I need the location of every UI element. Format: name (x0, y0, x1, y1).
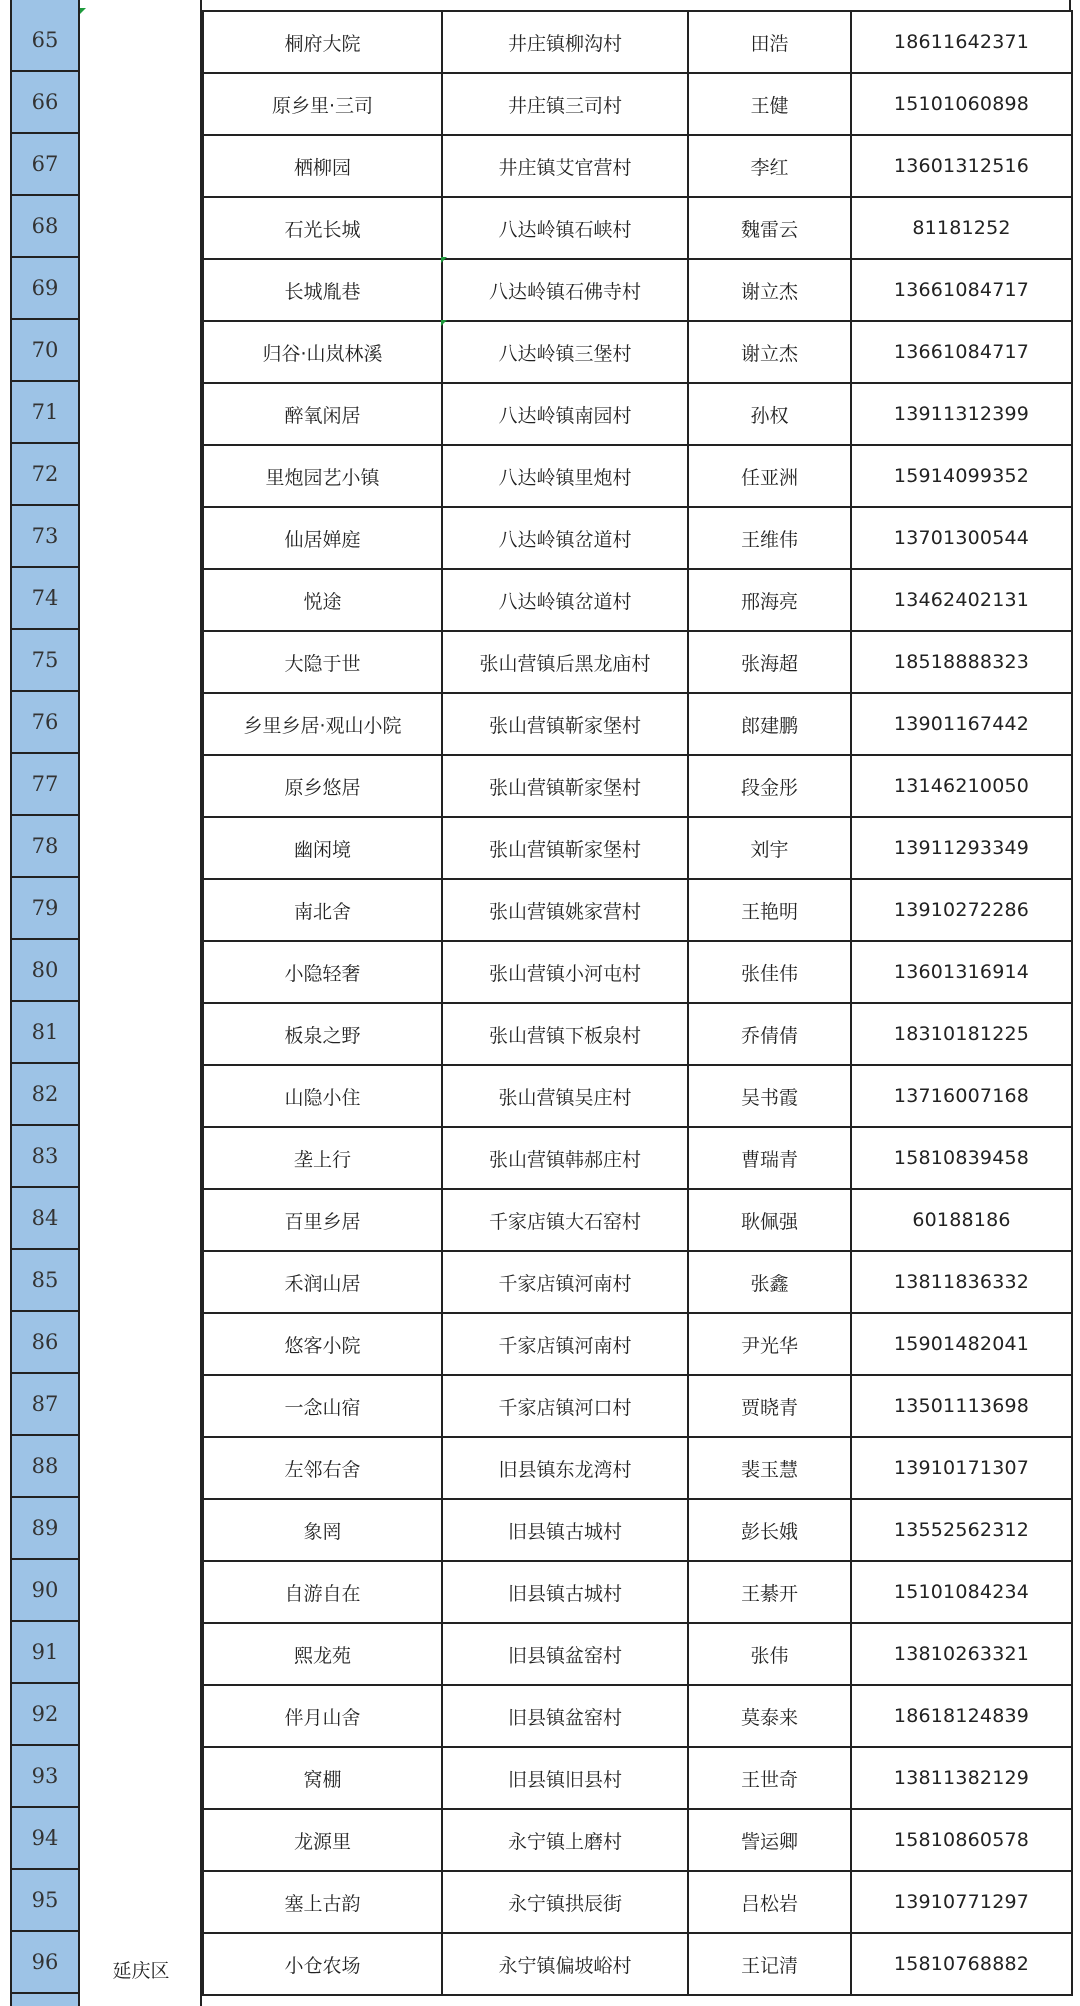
contact-person-cell[interactable]: 王健 (688, 73, 851, 135)
table-row (203, 879, 1072, 941)
table-row (203, 1499, 1072, 1561)
phone-cell[interactable]: 18611642371 (851, 11, 1072, 73)
phone-cell[interactable]: 13716007168 (851, 1065, 1072, 1127)
row-number[interactable]: 73 (10, 506, 80, 568)
table-row (203, 1623, 1072, 1685)
comment-marker-icon (441, 257, 447, 263)
row-number[interactable]: 88 (10, 1436, 80, 1498)
row-number[interactable]: 85 (10, 1250, 80, 1312)
row-number[interactable]: 79 (10, 878, 80, 940)
phone-cell[interactable]: 15810839458 (851, 1127, 1072, 1189)
phone-cell[interactable]: 13811836332 (851, 1251, 1072, 1313)
address-cell[interactable]: 井庄镇三司村 (442, 73, 688, 135)
row-number[interactable]: 91 (10, 1622, 80, 1684)
address-cell[interactable]: 张山营镇小河屯村 (442, 941, 688, 1003)
phone-cell[interactable]: 13901167442 (851, 693, 1072, 755)
contact-person-cell[interactable]: 郎建鹏 (688, 693, 851, 755)
table-row (203, 1003, 1072, 1065)
homestay-name-cell[interactable]: 长城胤巷 (203, 259, 442, 321)
table-row (203, 1251, 1072, 1313)
row-number[interactable]: 71 (10, 382, 80, 444)
contact-person-cell[interactable]: 王记清 (688, 1933, 851, 1995)
phone-cell[interactable]: 15810768882 (851, 1933, 1072, 1995)
table-row (203, 321, 1072, 383)
contact-person-cell[interactable]: 张伟 (688, 1623, 851, 1685)
phone-cell[interactable]: 13601316914 (851, 941, 1072, 1003)
phone-cell[interactable]: 13146210050 (851, 755, 1072, 817)
row-number[interactable]: 69 (10, 258, 80, 320)
address-cell[interactable]: 旧县镇旧县村 (442, 1747, 688, 1809)
address-cell[interactable]: 八达岭镇岔道村 (442, 569, 688, 631)
homestay-name-cell[interactable]: 龙源里 (203, 1809, 442, 1871)
address-cell[interactable]: 旧县镇东龙湾村 (442, 1437, 688, 1499)
phone-cell[interactable]: 18310181225 (851, 1003, 1072, 1065)
comment-marker-icon (80, 8, 86, 14)
contact-person-cell[interactable]: 谢立杰 (688, 259, 851, 321)
table-row (203, 941, 1072, 1003)
table-row (203, 445, 1072, 507)
table-row (203, 383, 1072, 445)
row-number[interactable]: 74 (10, 568, 80, 630)
phone-cell[interactable]: 13462402131 (851, 569, 1072, 631)
row-number[interactable]: 65 (10, 10, 80, 72)
table-body (203, 11, 1072, 1995)
contact-person-cell[interactable]: 莫泰来 (688, 1685, 851, 1747)
row-number[interactable]: 93 (10, 1746, 80, 1808)
table-row (203, 1747, 1072, 1809)
contact-person-cell[interactable]: 耿佩强 (688, 1189, 851, 1251)
homestay-name-cell[interactable]: 仙居婵庭 (203, 507, 442, 569)
row-number[interactable]: 95 (10, 1870, 80, 1932)
row-number[interactable]: 77 (10, 754, 80, 816)
address-cell[interactable]: 旧县镇盆窑村 (442, 1685, 688, 1747)
row-number[interactable]: 87 (10, 1374, 80, 1436)
row-number[interactable]: 90 (10, 1560, 80, 1622)
row-number[interactable]: 76 (10, 692, 80, 754)
contact-person-cell[interactable]: 谢立杰 (688, 321, 851, 383)
homestay-name-cell[interactable]: 山隐小住 (203, 1065, 442, 1127)
contact-person-cell[interactable]: 田浩 (688, 11, 851, 73)
address-cell[interactable]: 张山营镇韩郝庄村 (442, 1127, 688, 1189)
phone-cell[interactable]: 13910771297 (851, 1871, 1072, 1933)
comment-marker-icon (441, 320, 447, 326)
phone-cell[interactable]: 60188186 (851, 1189, 1072, 1251)
table-right-border (1069, 0, 1071, 10)
homestay-name-cell[interactable]: 板泉之野 (203, 1003, 442, 1065)
homestay-name-cell[interactable]: 垄上行 (203, 1127, 442, 1189)
phone-cell[interactable]: 13701300544 (851, 507, 1072, 569)
address-cell[interactable]: 千家店镇河口村 (442, 1375, 688, 1437)
contact-person-cell[interactable]: 王世奇 (688, 1747, 851, 1809)
phone-cell[interactable]: 15101084234 (851, 1561, 1072, 1623)
homestay-name-cell[interactable]: 南北舍 (203, 879, 442, 941)
homestay-name-cell[interactable]: 熙龙苑 (203, 1623, 442, 1685)
contact-person-cell[interactable]: 张鑫 (688, 1251, 851, 1313)
table-row (203, 1871, 1072, 1933)
table-row (203, 693, 1072, 755)
row-number[interactable]: 70 (10, 320, 80, 382)
row-number[interactable]: 94 (10, 1808, 80, 1870)
address-cell[interactable]: 旧县镇盆窑村 (442, 1623, 688, 1685)
address-cell[interactable]: 井庄镇柳沟村 (442, 11, 688, 73)
contact-person-cell[interactable]: 邢海亮 (688, 569, 851, 631)
table-row (203, 1561, 1072, 1623)
homestay-name-cell[interactable]: 石光长城 (203, 197, 442, 259)
contact-person-cell[interactable]: 訾运卿 (688, 1809, 851, 1871)
homestay-name-cell[interactable]: 悠客小院 (203, 1313, 442, 1375)
address-cell[interactable]: 八达岭镇石峡村 (442, 197, 688, 259)
phone-cell[interactable]: 13910171307 (851, 1437, 1072, 1499)
phone-cell[interactable]: 13601312516 (851, 135, 1072, 197)
row-number[interactable]: 92 (10, 1684, 80, 1746)
row-number[interactable]: 81 (10, 1002, 80, 1064)
address-cell[interactable]: 永宁镇拱辰街 (442, 1871, 688, 1933)
homestay-name-cell[interactable]: 左邻右舍 (203, 1437, 442, 1499)
address-cell[interactable]: 张山营镇后黑龙庙村 (442, 631, 688, 693)
table-row (203, 817, 1072, 879)
table-row (203, 73, 1072, 135)
address-cell[interactable]: 永宁镇偏坡峪村 (442, 1933, 688, 1995)
table-row (203, 507, 1072, 569)
row-number[interactable]: 82 (10, 1064, 80, 1126)
homestay-name-cell[interactable]: 伴月山舍 (203, 1685, 442, 1747)
homestay-name-cell[interactable]: 栖柳园 (203, 135, 442, 197)
address-cell[interactable]: 千家店镇河南村 (442, 1251, 688, 1313)
address-cell[interactable]: 井庄镇艾官营村 (442, 135, 688, 197)
table-row (203, 135, 1072, 197)
contact-person-cell[interactable]: 孙权 (688, 383, 851, 445)
homestay-name-cell[interactable]: 一念山宿 (203, 1375, 442, 1437)
homestay-name-cell[interactable]: 百里乡居 (203, 1189, 442, 1251)
contact-person-cell[interactable]: 乔倩倩 (688, 1003, 851, 1065)
phone-cell[interactable]: 13501113698 (851, 1375, 1072, 1437)
phone-cell[interactable]: 81181252 (851, 197, 1072, 259)
homestay-name-cell[interactable]: 大隐于世 (203, 631, 442, 693)
row-number[interactable]: 75 (10, 630, 80, 692)
contact-person-cell[interactable]: 王綦开 (688, 1561, 851, 1623)
homestay-name-cell[interactable]: 窝棚 (203, 1747, 442, 1809)
row-number[interactable]: 86 (10, 1312, 80, 1374)
contact-person-cell[interactable]: 王艳明 (688, 879, 851, 941)
homestay-name-cell[interactable]: 归谷·山岚林溪 (203, 321, 442, 383)
contact-person-cell[interactable]: 贾晓青 (688, 1375, 851, 1437)
table-row (203, 569, 1072, 631)
row-number[interactable]: 68 (10, 196, 80, 258)
table-row (203, 1065, 1072, 1127)
homestay-table (202, 10, 1073, 1996)
address-cell[interactable]: 旧县镇古城村 (442, 1499, 688, 1561)
address-cell[interactable]: 八达岭镇南园村 (442, 383, 688, 445)
homestay-name-cell[interactable]: 象罔 (203, 1499, 442, 1561)
address-cell[interactable]: 八达岭镇石佛寺村 (442, 259, 688, 321)
phone-cell[interactable]: 13810263321 (851, 1623, 1072, 1685)
contact-person-cell[interactable]: 张海超 (688, 631, 851, 693)
contact-person-cell[interactable]: 曹瑞青 (688, 1127, 851, 1189)
table-row (203, 1375, 1072, 1437)
contact-person-cell[interactable]: 魏雷云 (688, 197, 851, 259)
contact-person-cell[interactable]: 刘宇 (688, 817, 851, 879)
homestay-name-cell[interactable]: 自游自在 (203, 1561, 442, 1623)
row-number[interactable]: 96 (10, 1932, 80, 1994)
phone-cell[interactable]: 18618124839 (851, 1685, 1072, 1747)
table-row (203, 197, 1072, 259)
homestay-name-cell[interactable]: 小隐轻奢 (203, 941, 442, 1003)
address-cell[interactable]: 旧县镇古城村 (442, 1561, 688, 1623)
table-row (203, 1127, 1072, 1189)
contact-person-cell[interactable]: 王维伟 (688, 507, 851, 569)
table-row (203, 1685, 1072, 1747)
homestay-name-cell[interactable]: 乡里乡居·观山小院 (203, 693, 442, 755)
row-number[interactable]: 84 (10, 1188, 80, 1250)
address-cell[interactable]: 八达岭镇里炮村 (442, 445, 688, 507)
phone-cell[interactable]: 13552562312 (851, 1499, 1072, 1561)
address-cell[interactable]: 张山营镇下板泉村 (442, 1003, 688, 1065)
table-row (203, 631, 1072, 693)
table-row (203, 1437, 1072, 1499)
row-number[interactable]: 72 (10, 444, 80, 506)
address-cell[interactable]: 张山营镇姚家营村 (442, 879, 688, 941)
homestay-name-cell[interactable]: 醉氧闲居 (203, 383, 442, 445)
address-cell[interactable]: 八达岭镇岔道村 (442, 507, 688, 569)
table-row (203, 755, 1072, 817)
phone-cell[interactable]: 13811382129 (851, 1747, 1072, 1809)
phone-cell[interactable]: 15914099352 (851, 445, 1072, 507)
homestay-name-cell[interactable]: 原乡悠居 (203, 755, 442, 817)
contact-person-cell[interactable]: 任亚洲 (688, 445, 851, 507)
homestay-name-cell[interactable]: 桐府大院 (203, 11, 442, 73)
contact-person-cell[interactable]: 张佳伟 (688, 941, 851, 1003)
table-row (203, 1189, 1072, 1251)
homestay-name-cell[interactable]: 原乡里·三司 (203, 73, 442, 135)
contact-person-cell[interactable]: 李红 (688, 135, 851, 197)
homestay-name-cell[interactable]: 小仓农场 (203, 1933, 442, 1995)
row-number[interactable]: 80 (10, 940, 80, 1002)
phone-cell[interactable]: 13661084717 (851, 259, 1072, 321)
phone-cell[interactable]: 15901482041 (851, 1313, 1072, 1375)
row-number[interactable]: 83 (10, 1126, 80, 1188)
address-cell[interactable]: 张山营镇靳家堡村 (442, 817, 688, 879)
contact-person-cell[interactable]: 裴玉慧 (688, 1437, 851, 1499)
address-cell[interactable]: 张山营镇吴庄村 (442, 1065, 688, 1127)
row-number[interactable]: 67 (10, 134, 80, 196)
phone-cell[interactable]: 13911312399 (851, 383, 1072, 445)
contact-person-cell[interactable]: 尹光华 (688, 1313, 851, 1375)
homestay-name-cell[interactable]: 里炮园艺小镇 (203, 445, 442, 507)
contact-person-cell[interactable]: 吴书霞 (688, 1065, 851, 1127)
homestay-name-cell[interactable]: 塞上古韵 (203, 1871, 442, 1933)
row-number[interactable]: 66 (10, 72, 80, 134)
table-row (203, 11, 1072, 73)
address-cell[interactable]: 千家店镇大石窑村 (442, 1189, 688, 1251)
district-column (80, 0, 202, 2006)
homestay-name-cell[interactable]: 禾润山居 (203, 1251, 442, 1313)
phone-cell[interactable]: 13911293349 (851, 817, 1072, 879)
address-cell[interactable]: 张山营镇靳家堡村 (442, 755, 688, 817)
contact-person-cell[interactable]: 彭长娥 (688, 1499, 851, 1561)
row-number[interactable]: 78 (10, 816, 80, 878)
address-cell[interactable]: 张山营镇靳家堡村 (442, 693, 688, 755)
homestay-name-cell[interactable]: 幽闲境 (203, 817, 442, 879)
address-cell[interactable]: 永宁镇上磨村 (442, 1809, 688, 1871)
phone-cell[interactable]: 13910272286 (851, 879, 1072, 941)
phone-cell[interactable]: 15101060898 (851, 73, 1072, 135)
phone-cell[interactable]: 13661084717 (851, 321, 1072, 383)
row-number[interactable]: 89 (10, 1498, 80, 1560)
table-row (203, 1933, 1072, 1995)
phone-cell[interactable]: 18518888323 (851, 631, 1072, 693)
contact-person-cell[interactable]: 吕松岩 (688, 1871, 851, 1933)
table-row (203, 1313, 1072, 1375)
phone-cell[interactable]: 15810860578 (851, 1809, 1072, 1871)
table-row (203, 1809, 1072, 1871)
homestay-name-cell[interactable]: 悦途 (203, 569, 442, 631)
table-row (203, 259, 1072, 321)
address-cell[interactable]: 八达岭镇三堡村 (442, 321, 688, 383)
contact-person-cell[interactable]: 段金彤 (688, 755, 851, 817)
district-cell[interactable]: 延庆区 (112, 1959, 170, 1982)
address-cell[interactable]: 千家店镇河南村 (442, 1313, 688, 1375)
